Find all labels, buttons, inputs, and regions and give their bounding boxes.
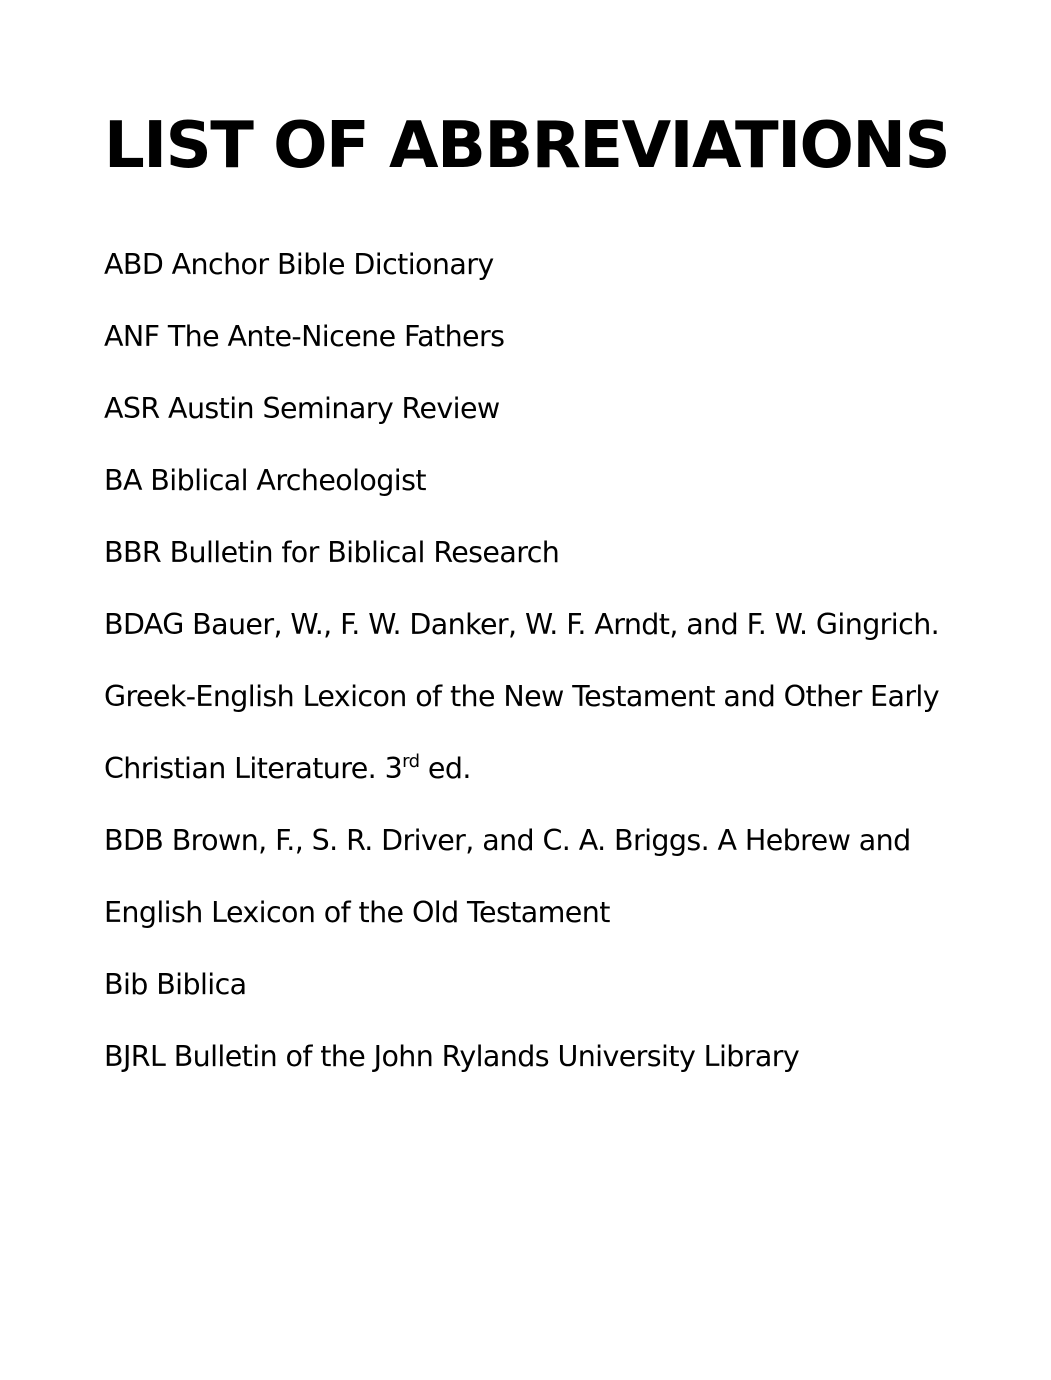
ordinal-superscript: rd xyxy=(402,751,420,772)
abbreviation-entry: BJRL Bulletin of the John Rylands University Library xyxy=(104,1040,800,1073)
abbreviation-entry: ASR Austin Seminary Review xyxy=(104,392,500,425)
abbreviation-entry: ANF The Ante-Nicene Fathers xyxy=(104,320,505,353)
entry-text: Christian Literature. 3 xyxy=(104,752,403,785)
entry-text: ed. xyxy=(419,752,471,785)
abbreviation-entry: Greek-English Lexicon of the New Testament and Other Early xyxy=(104,680,940,713)
abbreviation-entry: BDAG Bauer, W., F. W. Danker, W. F. Arndt, and F. W. Gingrich. xyxy=(104,608,940,641)
abbreviation-entry: English Lexicon of the Old Testament xyxy=(104,896,610,929)
page-title: LIST OF ABBREVIATIONS xyxy=(104,109,950,183)
abbreviation-entry: BA Biblical Archeologist xyxy=(104,464,426,497)
abbreviation-entry xyxy=(104,749,946,789)
abbreviation-list xyxy=(104,245,946,1109)
abbreviation-entry: ABD Anchor Bible Dictionary xyxy=(104,248,494,281)
abbreviation-entry: BBR Bulletin for Biblical Research xyxy=(104,536,560,569)
abbreviation-entry: BDB Brown, F., S. R. Driver, and C. A. Briggs. A Hebrew and xyxy=(104,824,911,857)
abbreviation-entry: Bib Biblica xyxy=(104,968,247,1001)
